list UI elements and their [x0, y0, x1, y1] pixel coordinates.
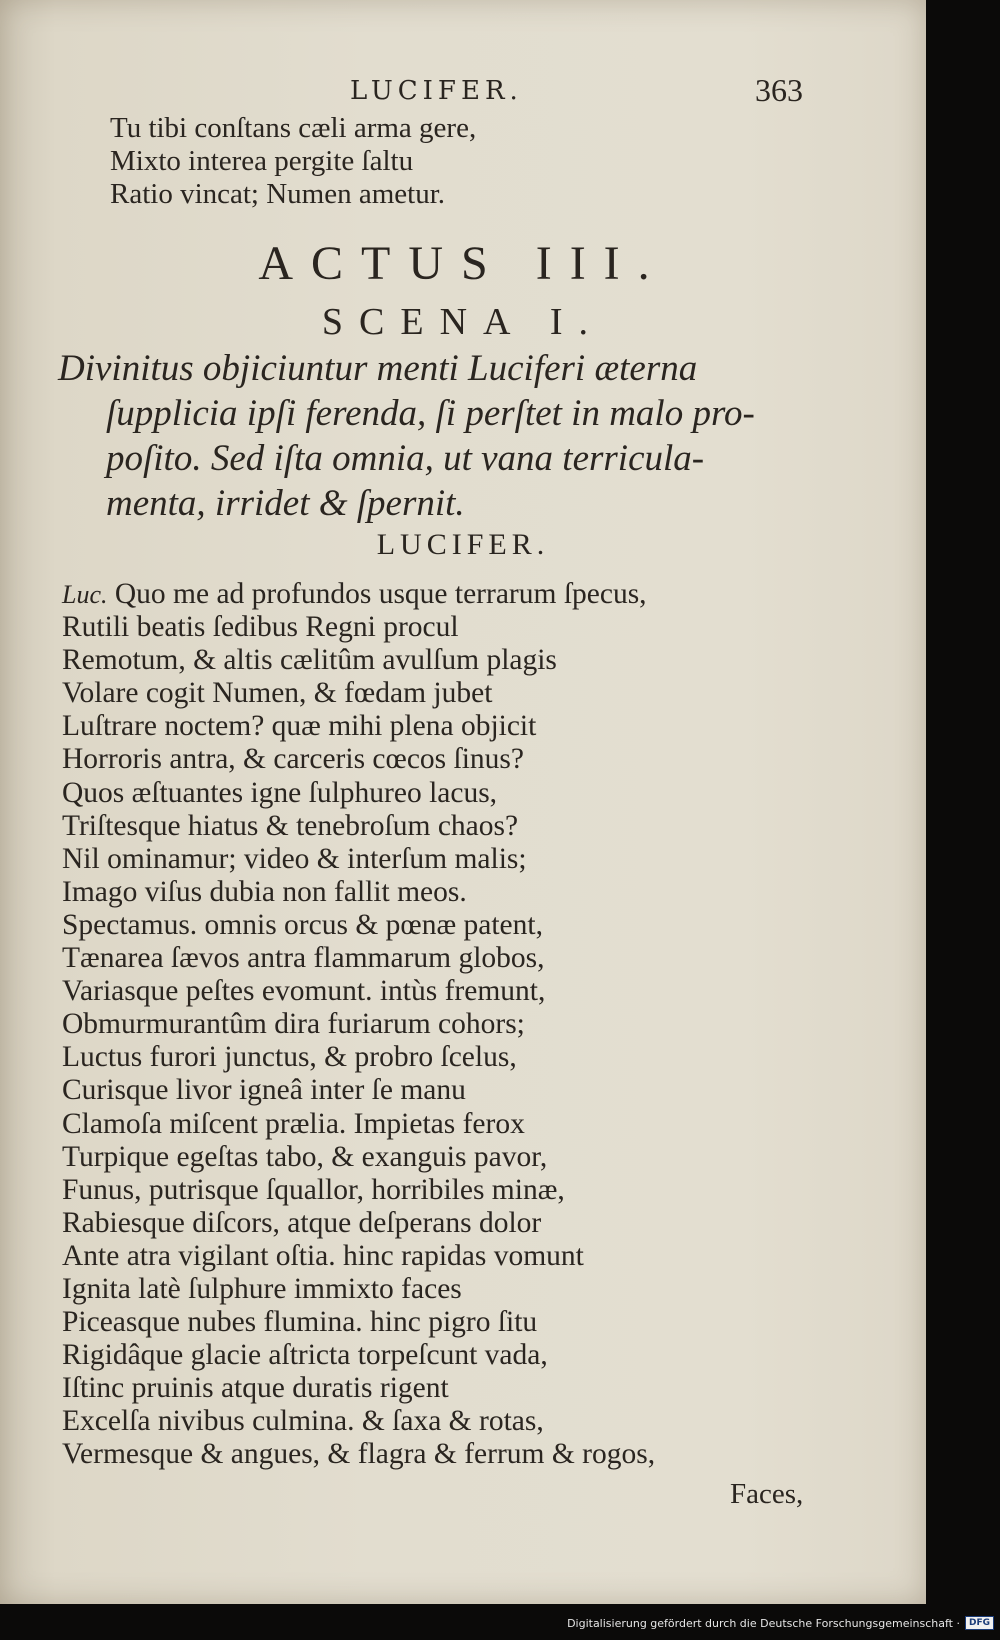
- verse-line: Iſtinc pruinis atque duratis rigent: [62, 1372, 449, 1405]
- verse-line-first: [62, 578, 862, 611]
- verse-line: Imago viſus dubia non fallit meos.: [62, 875, 467, 908]
- verse-line: Nil ominamur; video & interſum malis;: [62, 842, 527, 875]
- act-heading: ACTUS III.: [258, 237, 668, 290]
- argument-line: Divinitus objiciuntur menti Luciferi æterna: [58, 348, 698, 389]
- verse-line: Obmurmurantûm dira furiarum cohors;: [62, 1008, 525, 1041]
- verse-line: Triſtesque hiatus & tenebroſum chaos?: [62, 809, 519, 842]
- verse-line: Piceasque nubes flumina. hinc pigro ſitu: [62, 1306, 538, 1339]
- dfg-logo: DFG: [965, 1616, 994, 1630]
- catchword: Faces,: [730, 1478, 804, 1510]
- verse-line: Vermesque & angues, & flagra & ferrum & rogos,: [62, 1438, 656, 1471]
- argument-line: menta, irridet & ſpernit.: [106, 483, 465, 524]
- verse-line: Funus, putrisque ſquallor, horribiles minæ,: [62, 1173, 565, 1206]
- verse-line: Ignita latè ſulphure immixto faces: [62, 1272, 462, 1305]
- verse-line: Curisque livor igneâ inter ſe manu: [62, 1074, 466, 1107]
- verse-line: Rigidâque glacie aſtricta torpeſcunt vada,: [62, 1339, 548, 1372]
- verse-line: Clamoſa miſcent prælia. Impietas ferox: [62, 1107, 525, 1140]
- verse-line: Spectamus. omnis orcus & pœnæ patent,: [62, 908, 543, 941]
- speech-verse: [62, 578, 862, 1472]
- digitization-footer: [567, 1610, 994, 1636]
- verse-line: Ratio vincat; Numen ametur.: [110, 178, 446, 210]
- footer-credit-text: Digitalisierung gefördert durch die Deutsche Forschungsgemeinschaft ·: [567, 1616, 960, 1630]
- argument-line: poſito. Sed iſta omnia, ut vana terricula-: [106, 438, 705, 479]
- verse-line: Rabiesque diſcors, atque deſperans dolor: [62, 1206, 542, 1239]
- verse-line: Turpique egeſtas tabo, & exanguis pavor,: [62, 1140, 548, 1173]
- running-title: LUCIFER.: [350, 76, 523, 106]
- verse-text: Quo me ad profundos usque terrarum ſpecus,: [114, 578, 647, 610]
- speaker-abbreviation: Luc.: [62, 580, 108, 609]
- verse-line: Variasque peſtes evomunt. intùs fremunt,: [62, 975, 546, 1008]
- scene-argument: [58, 346, 818, 526]
- speaker-heading: LUCIFER.: [376, 528, 550, 561]
- verse-block-top: [110, 112, 476, 211]
- verse-line: Mixto interea pergite ſaltu: [110, 145, 414, 177]
- verse-line: Ante atra vigilant oſtia. hinc rapidas vomunt: [62, 1239, 584, 1272]
- verse-line: Quos æſtuantes igne ſulphureo lacus,: [62, 776, 498, 809]
- scene-heading: SCENA I.: [321, 301, 605, 343]
- verse-line: Tu tibi conſtans cæli arma gere,: [110, 112, 477, 144]
- argument-line: ſupplicia ipſi ferenda, ſi perſtet in malo pro-: [106, 393, 755, 434]
- page-header: [0, 72, 926, 112]
- verse-line: Tænarea ſævos antra flammarum globos,: [62, 942, 545, 975]
- verse-line: Remotum, & altis cælitûm avulſum plagis: [62, 644, 557, 677]
- verse-line: Excelſa nivibus culmina. & ſaxa & rotas,: [62, 1405, 544, 1438]
- verse-line: Luſtrare noctem? quæ mihi plena objicit: [62, 710, 537, 743]
- verse-line: Luctus furori junctus, & probro ſcelus,: [62, 1041, 517, 1074]
- verse-line: Horroris antra, & carceris cœcos ſinus?: [62, 743, 524, 776]
- verse-line: Rutili beatis ſedibus Regni procul: [62, 611, 459, 644]
- verse-line: Volare cogit Numen, & fœdam jubet: [62, 677, 493, 710]
- page-number: 363: [755, 72, 803, 108]
